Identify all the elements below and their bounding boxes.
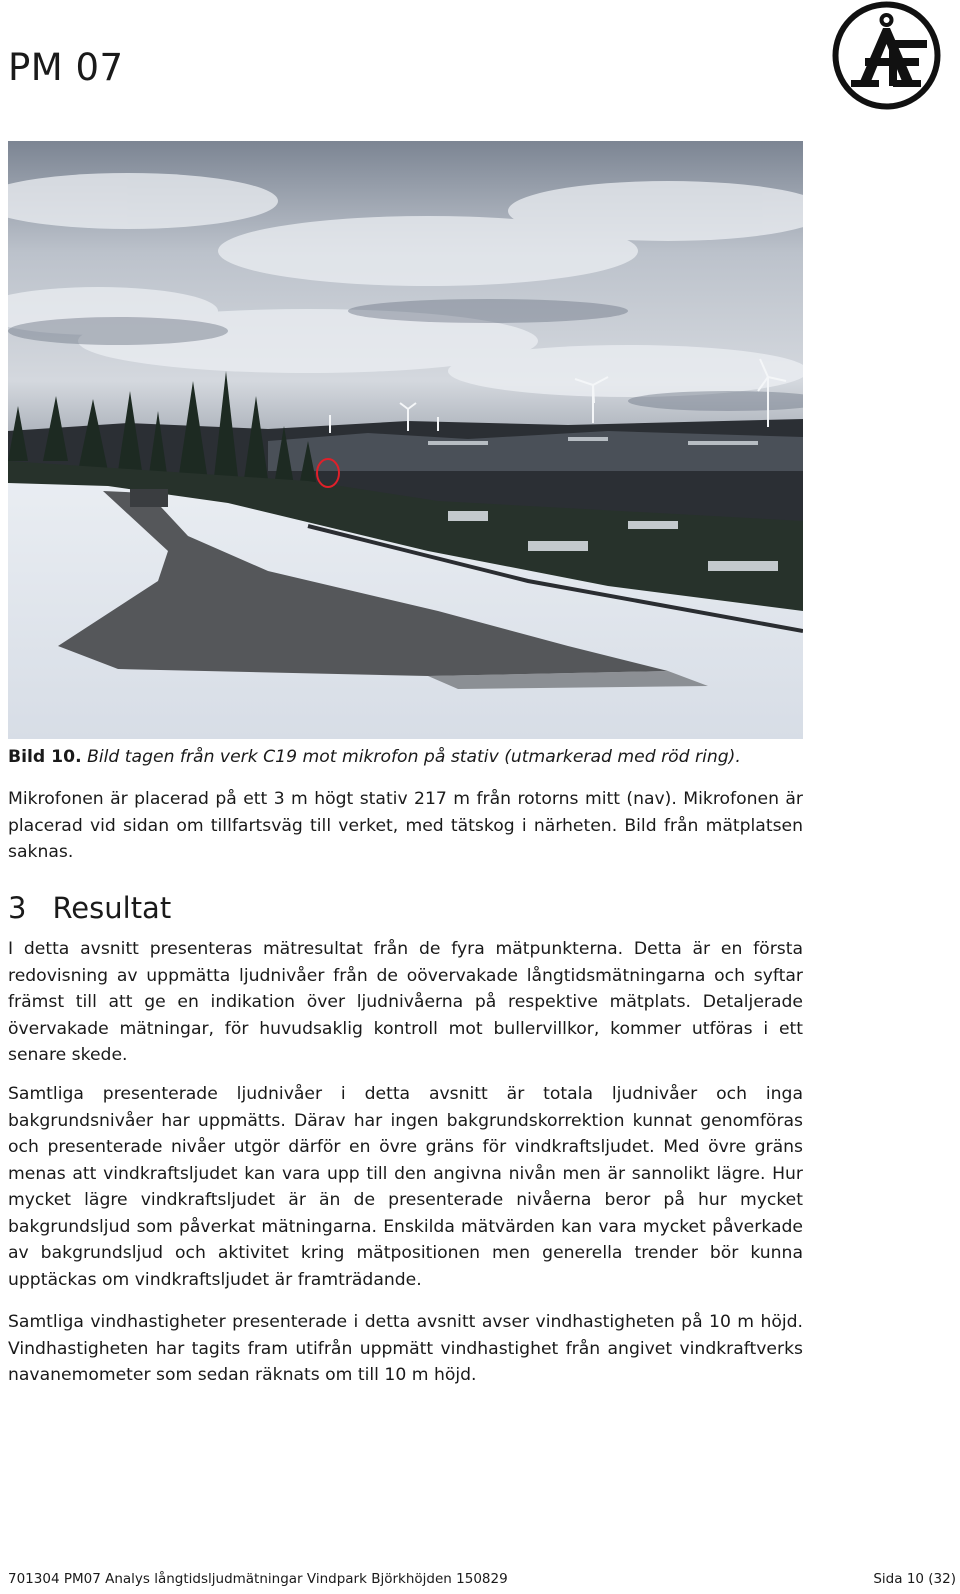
page-title: PM 07 (8, 46, 124, 89)
paragraph-wind-speeds: Samtliga vindhastigheter presenterade i detta avsnitt avser vindhastigheten på 10 m höjd. Vindhastigheten har tagits fram utifrån uppmätt vindhastighet från angivet vindkraftverks navanemometer som sedan räknats om till 10 m höjd. (8, 1312, 803, 1385)
landscape-photo (8, 141, 803, 739)
figure-caption (8, 744, 803, 771)
paragraph-microphone-placement: Mikrofonen är placerad på ett 3 m högt stativ 217 m från rotorns mitt (nav). Mikrofonen är placerad vid sidan om tillfartsväg till verket, med tätskog i närheten. Bild från mätplatsen saknas. (8, 789, 803, 862)
figure-caption-text: Bild tagen från verk C19 mot mikrofon på stativ (utmarkerad med röd ring). (87, 747, 741, 767)
af-logo-icon (831, 0, 942, 111)
footer-page-number: Sida 10 (32) (873, 1571, 956, 1587)
footer-document-title: 701304 PM07 Analys långtidsljudmätningar Vindpark Björkhöjden 150829 (8, 1571, 508, 1587)
figure-caption-label: Bild 10. (8, 747, 82, 767)
paragraph-results-intro: I detta avsnitt presenteras mätresultat från de fyra mätpunkterna. Detta är en första redovisning av uppmätta ljudnivåer från de oövervakade långtidsmätningarna och syftar främst till att ge en indikation över ljudnivåerna på respektive mätplats. Detaljerade övervakade mätningar, för huvudsaklig kontroll mot bullervillkor, kommer utföras i ett senare skede. (8, 939, 803, 1065)
paragraph-total-levels: Samtliga presenterade ljudnivåer i detta avsnitt är totala ljudnivåer och inga bakgrundsnivåer har uppmätts. Därav har ingen bakgrundskorrektion kunnat genomföras och presenterade nivåer utgör därför en övre gräns för vindkraftsljudet. Med övre gräns menas att vindkraftsljudet kan vara upp till den angivna nivån men är sannolikt lägre. Hur mycket lägre vindkraftsljudet är än de presenterade nivåerna beror på hur mycket bakgrundsljud som påverkat mätningarna. Enskilda mätvärden kan vara mycket påverkade av bakgrundsljud och aktivitet kring mätpositionen men generella trender bör kunna upptäckas om vindkraftsljudet är framträdande. (8, 1084, 803, 1290)
section-heading (8, 891, 171, 925)
page-footer (8, 1571, 956, 1587)
section-title: Resultat (52, 891, 172, 925)
section-number: 3 (8, 891, 27, 925)
